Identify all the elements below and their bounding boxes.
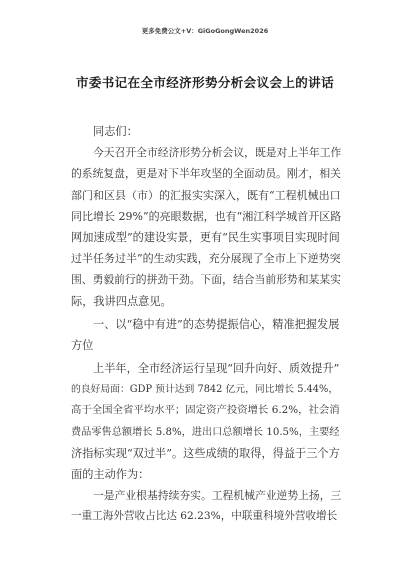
- document-body: [71, 121, 341, 528]
- section-heading: 方位: [71, 338, 94, 352]
- paragraph-line: 部门和区县（市）的汇报实实深入，既有“工程机械出口: [71, 188, 341, 202]
- paragraph-line: 今天召开全市经济形势分析会议，既是对上半年工作: [93, 146, 342, 160]
- paragraph-line: 同比增长 29%”的亮眼数据，也有“湘江科学城首开区路: [71, 209, 342, 223]
- page-title: 市委书记在全市经济形势分析会议会上的讲话: [75, 75, 334, 90]
- paragraph-line: 的良好局面：GDP 预计达到 7842 亿元，同比增长 5.44%，: [71, 384, 339, 396]
- paragraph-line: 高于全国全省平均水平；固定资产投资增长 6.2%，社会消: [71, 404, 340, 417]
- salutation: 同志们：: [93, 125, 138, 138]
- paragraph-line: 围、勇毅前行的拼劲干劲。下面，结合当前形势和某某实: [71, 273, 341, 287]
- paragraph-line: 的系统复盘，更是对下半年攻坚的全面动员。刚才，相关: [71, 167, 341, 181]
- paragraph-line: 费品零售总额增长 5.8%，进出口总额增长 10.5%，主要经: [71, 426, 340, 438]
- paragraph-line: 济指标实现“双过半”。这些成绩的取得，得益于三个方: [71, 446, 340, 460]
- paragraph-line: 过半任务过半”的生动实践，充分展现了全市上下逆势突: [71, 252, 341, 266]
- header-watermark: 更多免费公文+V：GiGoGongWen2026: [141, 27, 269, 35]
- paragraph-line: 一重工海外营收占比达 62.23%，中联重科境外营收增长: [71, 510, 338, 523]
- paragraph-line: 际，我讲四点意见。: [71, 294, 172, 308]
- paragraph-line: 一是产业根基持续夯实。工程机械产业逆势上扬，三: [93, 489, 342, 503]
- paragraph-line: 面的主动作为：: [71, 468, 150, 481]
- paragraph-line: 上半年，全市经济运行呈现“回升向好、质效提升”: [93, 362, 340, 376]
- paragraph-line: 网加速成型”的建设实景，更有“民生实事项目实现时间: [71, 230, 340, 244]
- section-heading: 一、以“稳中有进”的态势提振信心，精准把握发展: [93, 317, 340, 331]
